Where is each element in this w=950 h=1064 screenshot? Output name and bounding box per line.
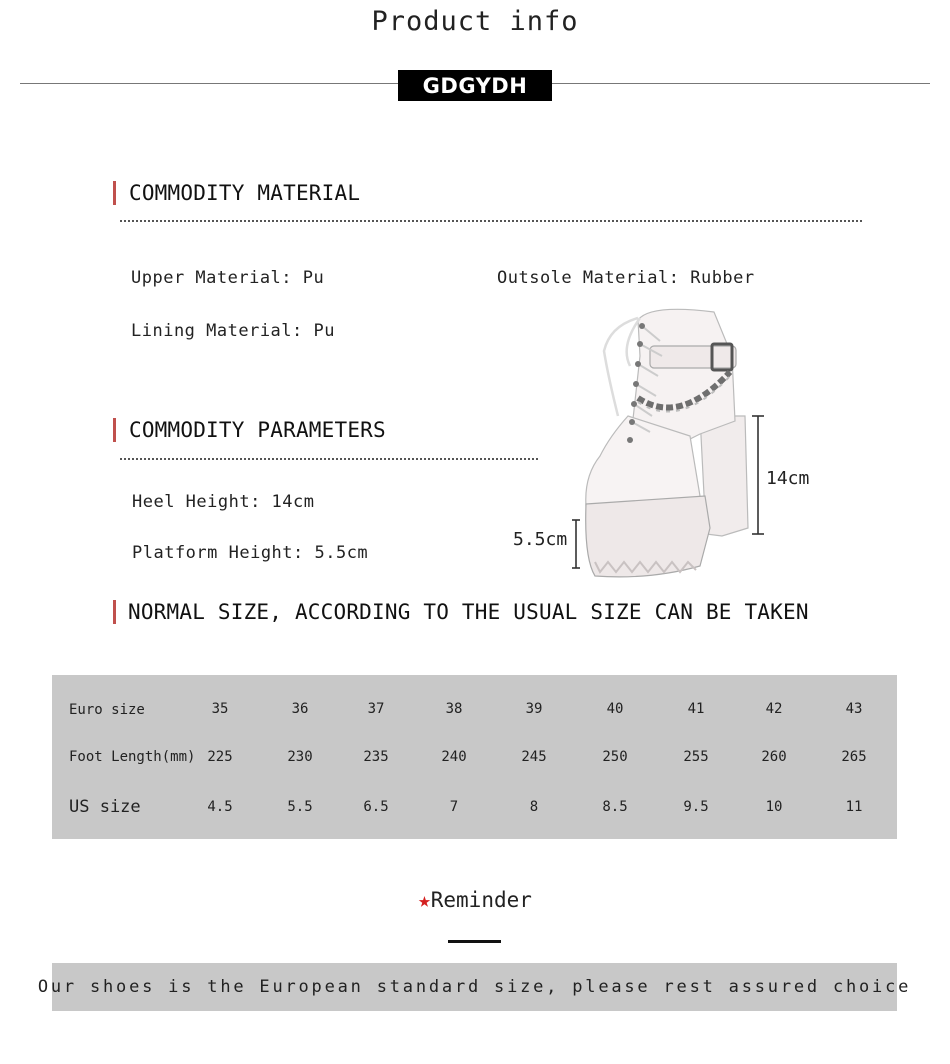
table-cell: 7 xyxy=(449,799,459,815)
table-cell: 250 xyxy=(602,749,628,765)
table-cell: 8 xyxy=(529,799,539,815)
reminder-heading xyxy=(0,888,950,912)
star-icon: ★ xyxy=(418,888,431,912)
table-cell: 42 xyxy=(765,701,783,717)
outsole-material: Outsole Material: Rubber xyxy=(497,268,755,288)
material-divider xyxy=(120,220,862,222)
table-cell: 245 xyxy=(521,749,547,765)
table-cell: 41 xyxy=(687,701,705,717)
size-note: NORMAL SIZE, ACCORDING TO THE USUAL SIZE CAN BE TAKEN xyxy=(128,600,809,624)
heel-height-label: 14cm xyxy=(766,468,810,489)
lining-material: Lining Material: Pu xyxy=(131,321,335,341)
reminder-underline xyxy=(448,940,501,943)
table-cell: 40 xyxy=(606,701,624,717)
reminder-title: Reminder xyxy=(430,888,532,912)
table-cell: 36 xyxy=(291,701,309,717)
table-cell: 11 xyxy=(845,799,863,815)
reminder-note-text: Our shoes is the European standard size, please rest assured choice xyxy=(37,977,912,997)
table-cell: 38 xyxy=(445,701,463,717)
size-table xyxy=(52,675,897,839)
section-accent-bar xyxy=(113,418,116,442)
table-cell: 39 xyxy=(525,701,543,717)
reminder-note-box xyxy=(37,963,912,1011)
table-cell: 37 xyxy=(367,701,385,717)
brand-badge: GDGYDH xyxy=(398,70,552,101)
table-cell: 240 xyxy=(441,749,467,765)
table-cell: 265 xyxy=(841,749,867,765)
table-cell: 8.5 xyxy=(602,799,628,815)
table-cell: 235 xyxy=(363,749,389,765)
table-cell: 260 xyxy=(761,749,787,765)
page-title: Product info xyxy=(371,6,579,37)
table-cell: 4.5 xyxy=(207,799,233,815)
table-cell: 5.5 xyxy=(287,799,313,815)
upper-material: Upper Material: Pu xyxy=(131,268,325,288)
table-cell: 230 xyxy=(287,749,313,765)
table-cell: 35 xyxy=(211,701,229,717)
parameters-divider xyxy=(120,458,538,460)
table-row-label: Euro size xyxy=(69,702,145,718)
table-cell: 9.5 xyxy=(683,799,709,815)
platform-height: Platform Height: 5.5cm xyxy=(132,543,369,563)
parameters-heading: COMMODITY PARAMETERS xyxy=(129,418,386,442)
table-cell: 10 xyxy=(765,799,783,815)
table-row-label: Foot Length(mm) xyxy=(69,749,196,765)
table-cell: 255 xyxy=(683,749,709,765)
table-row-label: US size xyxy=(69,797,141,817)
platform-height-label: 5.5cm xyxy=(513,529,568,550)
table-cell: 6.5 xyxy=(363,799,389,815)
section-accent-bar xyxy=(113,600,116,624)
heel-height: Heel Height: 14cm xyxy=(132,492,315,512)
table-cell: 43 xyxy=(845,701,863,717)
section-accent-bar xyxy=(113,181,116,205)
material-heading: COMMODITY MATERIAL xyxy=(129,181,361,205)
table-cell: 225 xyxy=(207,749,233,765)
